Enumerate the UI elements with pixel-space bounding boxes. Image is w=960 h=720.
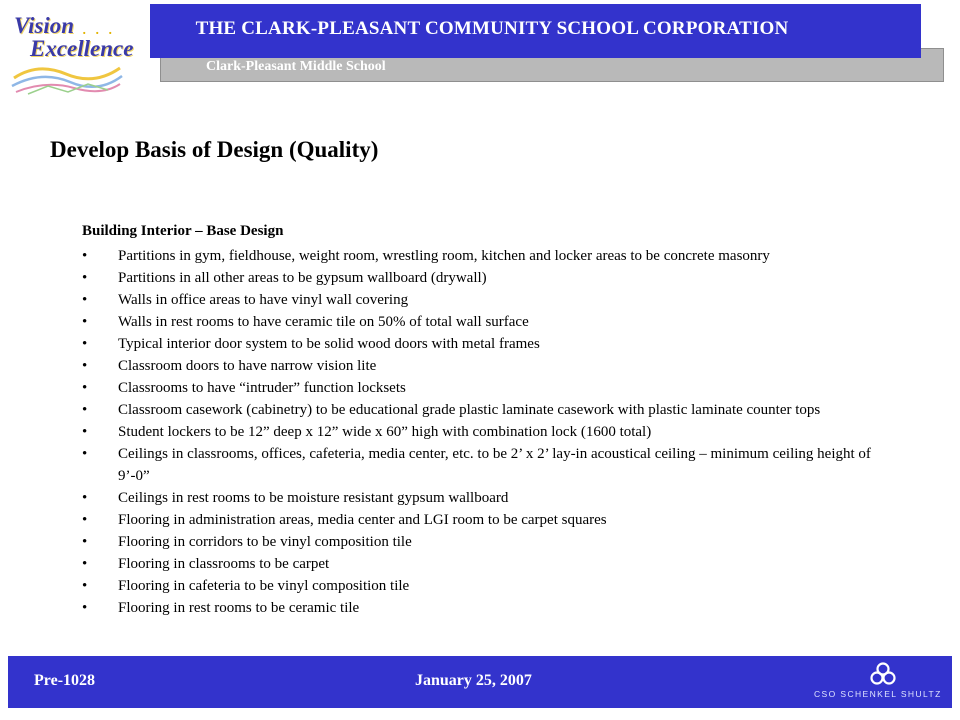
list-item bbox=[82, 509, 882, 531]
list-item bbox=[82, 421, 882, 443]
logo-swirl-icon bbox=[8, 58, 124, 96]
list-item bbox=[82, 333, 882, 355]
list-item bbox=[82, 245, 882, 267]
list-item-text: Typical interior door system to be solid wood doors with metal frames bbox=[118, 336, 540, 352]
bullet-icon: • bbox=[82, 446, 88, 462]
school-name: Clark-Pleasant Middle School bbox=[206, 59, 386, 74]
list-item-text: Flooring in rest rooms to be ceramic tile bbox=[118, 600, 360, 616]
list-item-text: Ceilings in classrooms, offices, cafeteria, media center, etc. to be 2’ x 2’ lay-in acoustical ceiling – minimum ceiling height of 9’-0” bbox=[118, 446, 871, 484]
list-item bbox=[82, 311, 882, 333]
three-ring-logo-icon bbox=[864, 662, 902, 686]
header-banner bbox=[150, 4, 921, 58]
bullet-icon: • bbox=[82, 402, 88, 418]
list-item-text: Flooring in cafeteria to be vinyl composition tile bbox=[118, 578, 410, 594]
list-item-text: Walls in office areas to have vinyl wall covering bbox=[118, 292, 409, 308]
bullet-icon: • bbox=[82, 556, 88, 572]
list-item-text: Student lockers to be 12” deep x 12” wide x 60” high with combination lock (1600 total) bbox=[118, 424, 652, 440]
page-title: Develop Basis of Design (Quality) bbox=[50, 137, 379, 162]
bullet-icon: • bbox=[82, 578, 88, 594]
list-item bbox=[82, 355, 882, 377]
design-bullet-list bbox=[82, 245, 882, 619]
list-item-text: Flooring in administration areas, media center and LGI room to be carpet squares bbox=[118, 512, 607, 528]
logo-line-1: Vision bbox=[14, 13, 75, 38]
bullet-icon: • bbox=[82, 248, 88, 264]
list-item bbox=[82, 443, 882, 487]
list-item bbox=[82, 399, 882, 421]
bullet-icon: • bbox=[82, 490, 88, 506]
list-item bbox=[82, 553, 882, 575]
list-item-text: Partitions in gym, fieldhouse, weight room, wrestling room, kitchen and locker areas to be concrete masonry bbox=[118, 248, 770, 264]
list-item-text: Classroom casework (cabinetry) to be educational grade plastic laminate casework with plastic laminate counter tops bbox=[118, 402, 821, 418]
bullet-icon: • bbox=[82, 424, 88, 440]
vision-excellence-logo bbox=[8, 4, 134, 96]
list-item bbox=[82, 289, 882, 311]
logo-line-2: Excellence bbox=[30, 36, 134, 61]
list-item-text: Walls in rest rooms to have ceramic tile on 50% of total wall surface bbox=[118, 314, 529, 330]
bullet-icon: • bbox=[82, 600, 88, 616]
bullet-icon: • bbox=[82, 358, 88, 374]
firm-name: CSO SCHENKEL SHULTZ bbox=[814, 689, 942, 699]
bullet-icon: • bbox=[82, 292, 88, 308]
list-item-text: Flooring in classrooms to be carpet bbox=[118, 556, 330, 572]
section-heading: Building Interior – Base Design bbox=[82, 223, 284, 239]
list-item bbox=[82, 597, 882, 619]
list-item bbox=[82, 377, 882, 399]
footer-date: January 25, 2007 bbox=[415, 672, 532, 689]
footer-code: Pre-1028 bbox=[34, 672, 96, 689]
list-item bbox=[82, 531, 882, 553]
bullet-icon: • bbox=[82, 336, 88, 352]
list-item bbox=[82, 575, 882, 597]
list-item bbox=[82, 267, 882, 289]
bullet-icon: • bbox=[82, 314, 88, 330]
list-item bbox=[82, 487, 882, 509]
list-item-text: Classroom doors to have narrow vision lite bbox=[118, 358, 377, 374]
list-item-text: Classrooms to have “intruder” function locksets bbox=[118, 380, 406, 396]
list-item-text: Ceilings in rest rooms to be moisture resistant gypsum wallboard bbox=[118, 490, 509, 506]
list-item-text: Partitions in all other areas to be gypsum wallboard (drywall) bbox=[118, 270, 487, 286]
list-item-text: Flooring in corridors to be vinyl composition tile bbox=[118, 534, 412, 550]
bullet-icon: • bbox=[82, 534, 88, 550]
bullet-icon: • bbox=[82, 380, 88, 396]
bullet-icon: • bbox=[82, 270, 88, 286]
footer-bar bbox=[8, 656, 952, 708]
bullet-icon: • bbox=[82, 512, 88, 528]
corporation-title: THE CLARK-PLEASANT COMMUNITY SCHOOL CORPORATION bbox=[195, 18, 789, 39]
logo-dots: . . . bbox=[82, 18, 115, 38]
